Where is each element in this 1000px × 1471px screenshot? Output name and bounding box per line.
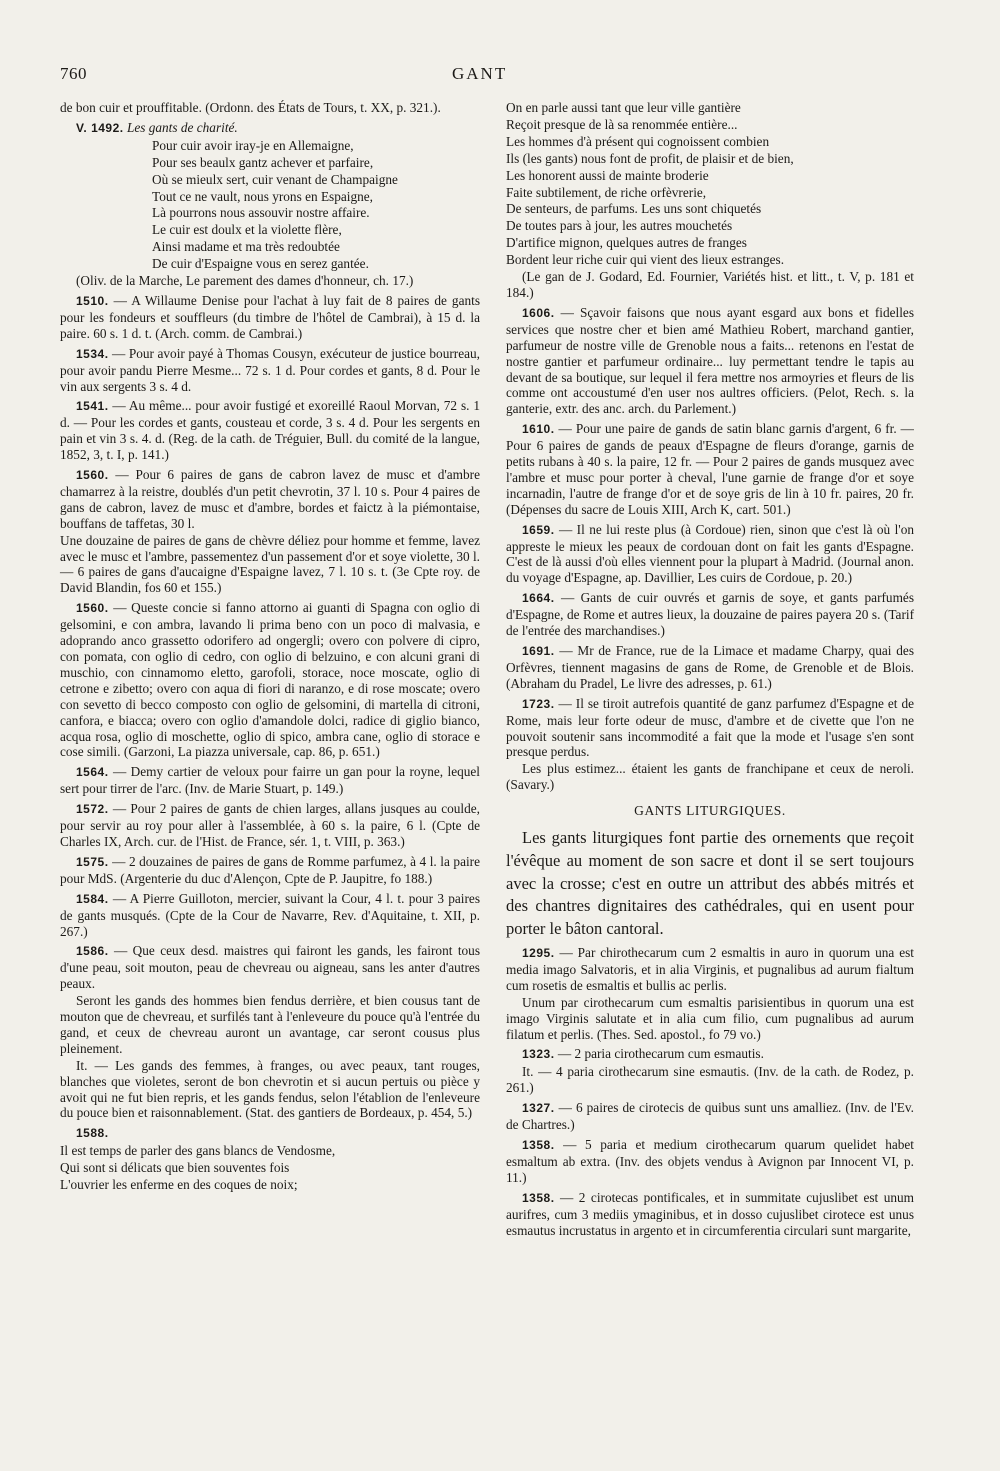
entry-1588: [60, 1125, 480, 1142]
entry-text: — 2 paria cirothecarum cum esmautis.: [557, 1046, 764, 1062]
entry-text: — 6 paires de cirotecis de quibus sunt uns amalliez. (Inv. de l'Ev. de Chartres.): [506, 1100, 915, 1133]
entry-year: 1534.: [76, 346, 109, 361]
entry-text: — Au même... pour avoir fustigé et exoreillé Raoul Morvan, 72 s. 1 d. — Pour les cordes et gants, cousteau et corde, 3 s. 4 d. Pour les sergents en pain et vin 3 s. 4. d. (Reg. de la cath. de Tréguier, Bull. du comité de la langue, 1852, 3, t. I, p. 141.): [60, 398, 480, 463]
verse-line: Le cuir est doulx et la violette flère,: [152, 222, 342, 238]
entry-year: 1606.: [522, 305, 555, 320]
entry-year: 1586.: [76, 944, 109, 959]
entry-year: 1510.: [76, 293, 109, 308]
poem: [60, 138, 480, 272]
entry-year: 1664.: [522, 591, 555, 606]
paragraph: Une douzaine de paires de gans de chèvre déliez pour homme et femme, lavez avec le musc et l'ambre, passementez d'un passement d'or et soye violette, 30 l. — 6 paires de gans d'aucaigne d'Espaigne lavez, 7 l. 10 s. t. (3e Cpte roy. de David Blandin, fos 60 et 155.): [60, 532, 480, 596]
entry-1664: [506, 590, 914, 639]
entry-1510: [60, 293, 480, 342]
verse-line: Faite subtilement, de riche orfèvrerie,: [506, 184, 707, 200]
citation: (Le gan de J. Godard, Ed. Fournier, Variétés hist. et litt., t. V, p. 181 et 184.): [506, 269, 914, 300]
entry-1586: [60, 943, 480, 992]
paragraph: It. — Les gands des femmes, à franges, ou avec peaux, tant rouges, blanches que violetes, seront de bon chevrotin et si aucun pertuis ou pièce y avoit qui ne fut bien repris, et les gands fendus, selon l'établion de l'enleveure du pouce bien et raisonnablement. (Stat. des gantiers de Bordeaux, p. 454, 5.): [60, 1057, 480, 1121]
entry-1295: [506, 945, 914, 994]
entry-1610: [506, 421, 914, 517]
entry-1534: [60, 346, 480, 395]
verse-line: Pour cuir avoir iray-je en Allemaigne,: [152, 137, 354, 153]
section-heading: GANTS LITURGIQUES.: [634, 803, 786, 819]
entry-1358: [506, 1137, 914, 1186]
entry-text: — 2 douzaines de paires de gans de Romme parfumez, à 4 l. la paire pour MdS. (Argenterie du duc d'Alençon, Cpte de P. Jaupitre, fo 188.): [60, 853, 481, 886]
entry-text: — Gants de cuir ouvrés et garnis de soye, et gants parfumés d'Espagne, de Rome et autres lieux, la douzaine de paires payera 20 s. (Tarif de l'entrée des marchandises.): [506, 590, 914, 639]
entry-1358-b: [506, 1190, 914, 1239]
entry-1572: [60, 801, 480, 850]
section-intro: Les gants liturgiques font partie des ornements que reçoit l'évêque au moment de son sacre et dont il se sert toujours avec la crosse; c'est en outre un attribut des abbés mitrés et des chantres dignitaires des cathédrales, qui en usent pour porter le bâton cantoral.: [506, 828, 914, 939]
entry-text: — Pour avoir payé à Thomas Cousyn, exécuteur de justice bourreau, pour avoir pandu Pierre Mesme... 72 s. 1 d. Pour cordes et gants, 8 d. Pour le vin aux sergents 3 s. 4 d.: [60, 345, 480, 394]
entry-title: Les gants de charité.: [126, 119, 238, 135]
entry-text: — A Willaume Denise pour l'achat à luy fait de 8 paires de gants pour les fondeurs et souffleurs (du timbre de l'hôtel de Cambrai), à 15 d. la paire. 60 s. 1 d. t. (Arch. comm. de Cambrai.): [60, 292, 480, 341]
paragraph: Les plus estimez... étaient les gants de franchipane et ceux de neroli. (Savary.): [506, 761, 914, 793]
entry-year: 1541.: [76, 399, 109, 414]
verse-line: Bordent leur riche cuir qui vient des lieux estranges.: [506, 252, 785, 268]
verse-line: Il est temps de parler des gans blancs de Vendosme,: [60, 1143, 336, 1159]
verse-line: De cuir d'Espaigne vous en serez gantée.: [152, 256, 369, 272]
entry-year: 1323.: [522, 1047, 555, 1062]
verse-line: On en parle aussi tant que leur ville gantière: [506, 100, 741, 115]
verse-line: Ainsi madame et ma très redoubtée: [152, 239, 340, 255]
entry-text: — Pour une paire de gands de satin blanc garnis d'argent, 6 fr. — Pour 6 paires de gands de peaux d'Espagne de fleurs d'orange, garnis de petits rubans à 40 s. la paire, 12 fr. — Pour 2 paires de gands musquez avec l'ambre et musc pour porter à cheval, l'une garnie de frange d'or et soye incarnadin, l'autre de frange d'or et de soye gris de lin à 10 fr. paires, 20 fr. (Dépenses du sacre de Louis XIII, Arch K, cart. 501.): [506, 421, 914, 517]
entry-1606: [506, 305, 914, 417]
entry-1564: [60, 764, 480, 797]
entry-year: 1358.: [522, 1190, 555, 1205]
entry-text: — 5 paria et medium cirothecarum quarum quelidet habet esmaltum ab extra. (Inv. des objets vendus à Avignon par Innocent VI, p. 11.): [506, 1137, 914, 1185]
entry-text: — Queste concie si fanno attorno ai guanti di Spagna con oglio di gelsomini, e con ambra, lavando li prima beno con un poco di malvasia, e adoprando anco grassetto odorifero ad ongergli; overo con polvere di cipro, con pomata, con oglio di cedro, con oglio di belzuino, e con alcuni grani di muschio, con cinnamomo eletto, garofoli, storace, noce moscate, oglio di cetrone e zibetto; overo con aqua di fiori di naranzo, e di rose moscate; overo con sevetto di becco composto con oglio de gelsomini, di martella di citroni, canfora, e biacca; overo con oglio d'amandole dolci, radice di giglio bianco, acqua rosa, oglio di moschette, oglio di spico, ambra cane, oglio di storace e cose simili. (Garzoni, La piazza universale, cap. 86, p. 651.): [60, 600, 481, 760]
left-column: [60, 100, 480, 1194]
entry-year: 1584.: [76, 891, 109, 906]
entry-1723: [506, 696, 914, 761]
entry-1575: [60, 854, 480, 887]
verse-line: Où se mieulx sert, cuir venant de Champaigne: [152, 171, 398, 187]
entry-year: 1572.: [76, 802, 109, 817]
verse-line: Là pourrons nous assouvir nostre affaire.: [152, 205, 370, 221]
entry-text: — Il se tiroit autrefois quantité de ganz parfumez d'Espagne et de Rome, mais leur forte odeur de musc, d'ambre et de civette que l'on ne pouvoit soutenir sans incommodité a fait que la mode et l'usage s'en sont presque perdus.: [506, 695, 915, 760]
entry-year: 1327.: [522, 1101, 555, 1116]
entry-text: — A Pierre Guilloton, mercier, suivant la Cour, 4 l. t. pour 3 paires de gants musqués. (Cpte de la Cour de Navarre, Rev. d'Aquitaine, t. XII, p. 267.): [60, 890, 481, 939]
citation: (Oliv. de la Marche, Le parement des dames d'honneur, ch. 17.): [76, 273, 414, 289]
entry-1560-italian: [60, 600, 480, 760]
entry-year: 1358.: [522, 1138, 555, 1153]
verse-line: D'artifice mignon, quelques autres de franges: [506, 235, 747, 251]
paragraph: Unum par cirothecarum cum esmaltis parisientibus in quorum una est imago Virginis salutate et in alia cum filio, cum pugnalibus ad aurum filatum et perlis. (Thes. Sed. apostol., fo 79 vo.): [506, 994, 914, 1042]
entry-1492: [60, 120, 480, 137]
entry-1691: [506, 643, 914, 692]
paragraph: Seront les gands des hommes bien fendus derrière, et bien cousus tant de mouton que de chevreau, et surfilés tant à l'enleveure du pouce qu'à l'entrée du gand, et ceux de chevreau auront un avantage, car seront cousus plus pleinement.: [60, 993, 480, 1056]
verse-line: De toutes pars à jour, les autres mouchetés: [506, 218, 733, 234]
paragraph: de bon cuir et prouffitable. (Ordonn. des États de Tours, t. XX, p. 321.).: [60, 100, 441, 115]
verse-line: Qui sont si délicats que bien souventes fois: [60, 1160, 290, 1176]
page-number: 760: [60, 64, 87, 83]
entry-text: — Mr de France, rue de la Limace et madame Charpy, quai des Orfèvres, tiennent magasins de gans de Rome, de Grenoble et de Blois. (Abraham du Pradel, Le livre des adresses, p. 61.): [506, 643, 915, 691]
running-title: GANT: [452, 64, 508, 83]
entry-1659: [506, 522, 914, 587]
verse-line: Pour ses beaulx gantz achever et parfaire,: [152, 154, 374, 170]
entry-text: — Sçavoir faisons que nous ayant esgard aux bons et fidelles services que nostre cher et bien amé Mathieu Robert, marchand gantier, parfumeur de nostre ville de Grenoble nous a faits... retenons en l'estat de nostre gantier et parfumeur ordinaire... luy permettant tendre le tapis au devant de sa boutique, sur lequel il fera mettre nos armoyries et fleurs de lis comme ont accoustumé d'en user nos aultres officiers. (Pelot, Rech. s. la ganterie, extr. des anc. arch. du Parlement.): [506, 304, 914, 417]
entry-1584: [60, 891, 480, 940]
entry-text: — 2 cirotecas pontificales, et in summitate cujuslibet est unum aurifres, cum 3 mediis ymaginibus, et in dosso cujuslibet cirotece est unus esmautus incrustatus in argento et in circumferentia circulari sunt margarite,: [506, 1189, 914, 1238]
right-column: [506, 100, 914, 1239]
verse-line: L'ouvrier les enferme en des coques de noix;: [60, 1177, 298, 1193]
verse-line: Ils (les gants) nous font de profit, de plaisir et de bien,: [506, 150, 794, 166]
entry-1327: [506, 1100, 914, 1133]
entry-year: 1691.: [522, 644, 555, 658]
verse-line: Reçoit presque de là sa renommée entière...: [506, 116, 738, 132]
entry-1541: [60, 398, 480, 463]
entry-year: 1564.: [76, 765, 109, 780]
entry-year: V. 1492.: [76, 120, 124, 135]
entry-year: 1295.: [522, 946, 555, 961]
entry-year: 1659.: [522, 522, 555, 537]
verse-line: Tout ce ne vault, nous yrons en Espaigne,: [152, 188, 374, 204]
entry-year: 1560.: [76, 468, 109, 483]
entry-text: — Pour 2 paires de gants de chien larges, allans jusques au coulde, pour servir au roy pour aller à l'assemblée, à 60 s. la paire, 6 l. (Cpte de Charles IX, Arch. cur. de l'Hist. de France, sér. 1, t. VIII, p. 363.): [60, 801, 480, 849]
entry-text: — Que ceux desd. maistres qui fairont les gands, les fairont tous d'une peau, soit mouton, peau de chevreau ou aigneau, sans les anter d'autres peaux.: [60, 943, 480, 992]
entry-1560: [60, 467, 480, 532]
entry-text: — Pour 6 paires de gans de cabron lavez de musc et d'ambre chamarrez à la reistre, doublés d'un petit chevrotin, 37 l. 10 s. Pour 4 paires de gans de cabron, lavez de musc et d'ambre, bordes et faictz à la piémontaise, bouffans de taffetas, 30 l.: [60, 467, 480, 531]
poem: [60, 1143, 480, 1193]
verse-line: De senteurs, de parfums. Les uns sont chiquetés: [506, 201, 762, 217]
entry-text: — Par chirothecarum cum 2 esmaltis in auro in quorum una est media imago Salvatoris, et in alia Virginis, et pugnalibus ad aurum fialtum cum rosetis de esmaltis et bullis ac perlis.: [506, 945, 914, 993]
entry-1323: [506, 1046, 914, 1063]
verse-line: Les honorent aussi de mainte broderie: [506, 167, 709, 183]
paragraph: It. — 4 paria cirothecarum sine esmautis. (Inv. de la cath. de Rodez, p. 261.): [506, 1064, 914, 1096]
entry-text: — Demy cartier de veloux pour fairre un gan pour la royne, lequel sert pour tirrer de l'arc. (Inv. de Marie Stuart, p. 149.): [60, 764, 480, 797]
poem: [506, 100, 914, 268]
entry-year: 1610.: [522, 422, 555, 437]
entry-text: — Il ne lui reste plus (à Cordoue) rien, sinon que c'est là où l'on appreste le mieux les peaux de cordouan dont on fait les gants d'Espagne. C'est de là aussi d'où elles viennent pour la plupart à Madrid. (Journal anon. du voyage d'Espagne, ap. Davillier, Les cuirs de Cordoue, p. 20.): [506, 521, 914, 586]
entry-year: 1560.: [76, 601, 109, 616]
verse-line: Les hommes d'à présent qui cognoissent combien: [506, 133, 770, 149]
entry-year: 1575.: [76, 854, 109, 869]
entry-year: 1723.: [522, 696, 555, 711]
entry-year: 1588.: [76, 1126, 109, 1141]
